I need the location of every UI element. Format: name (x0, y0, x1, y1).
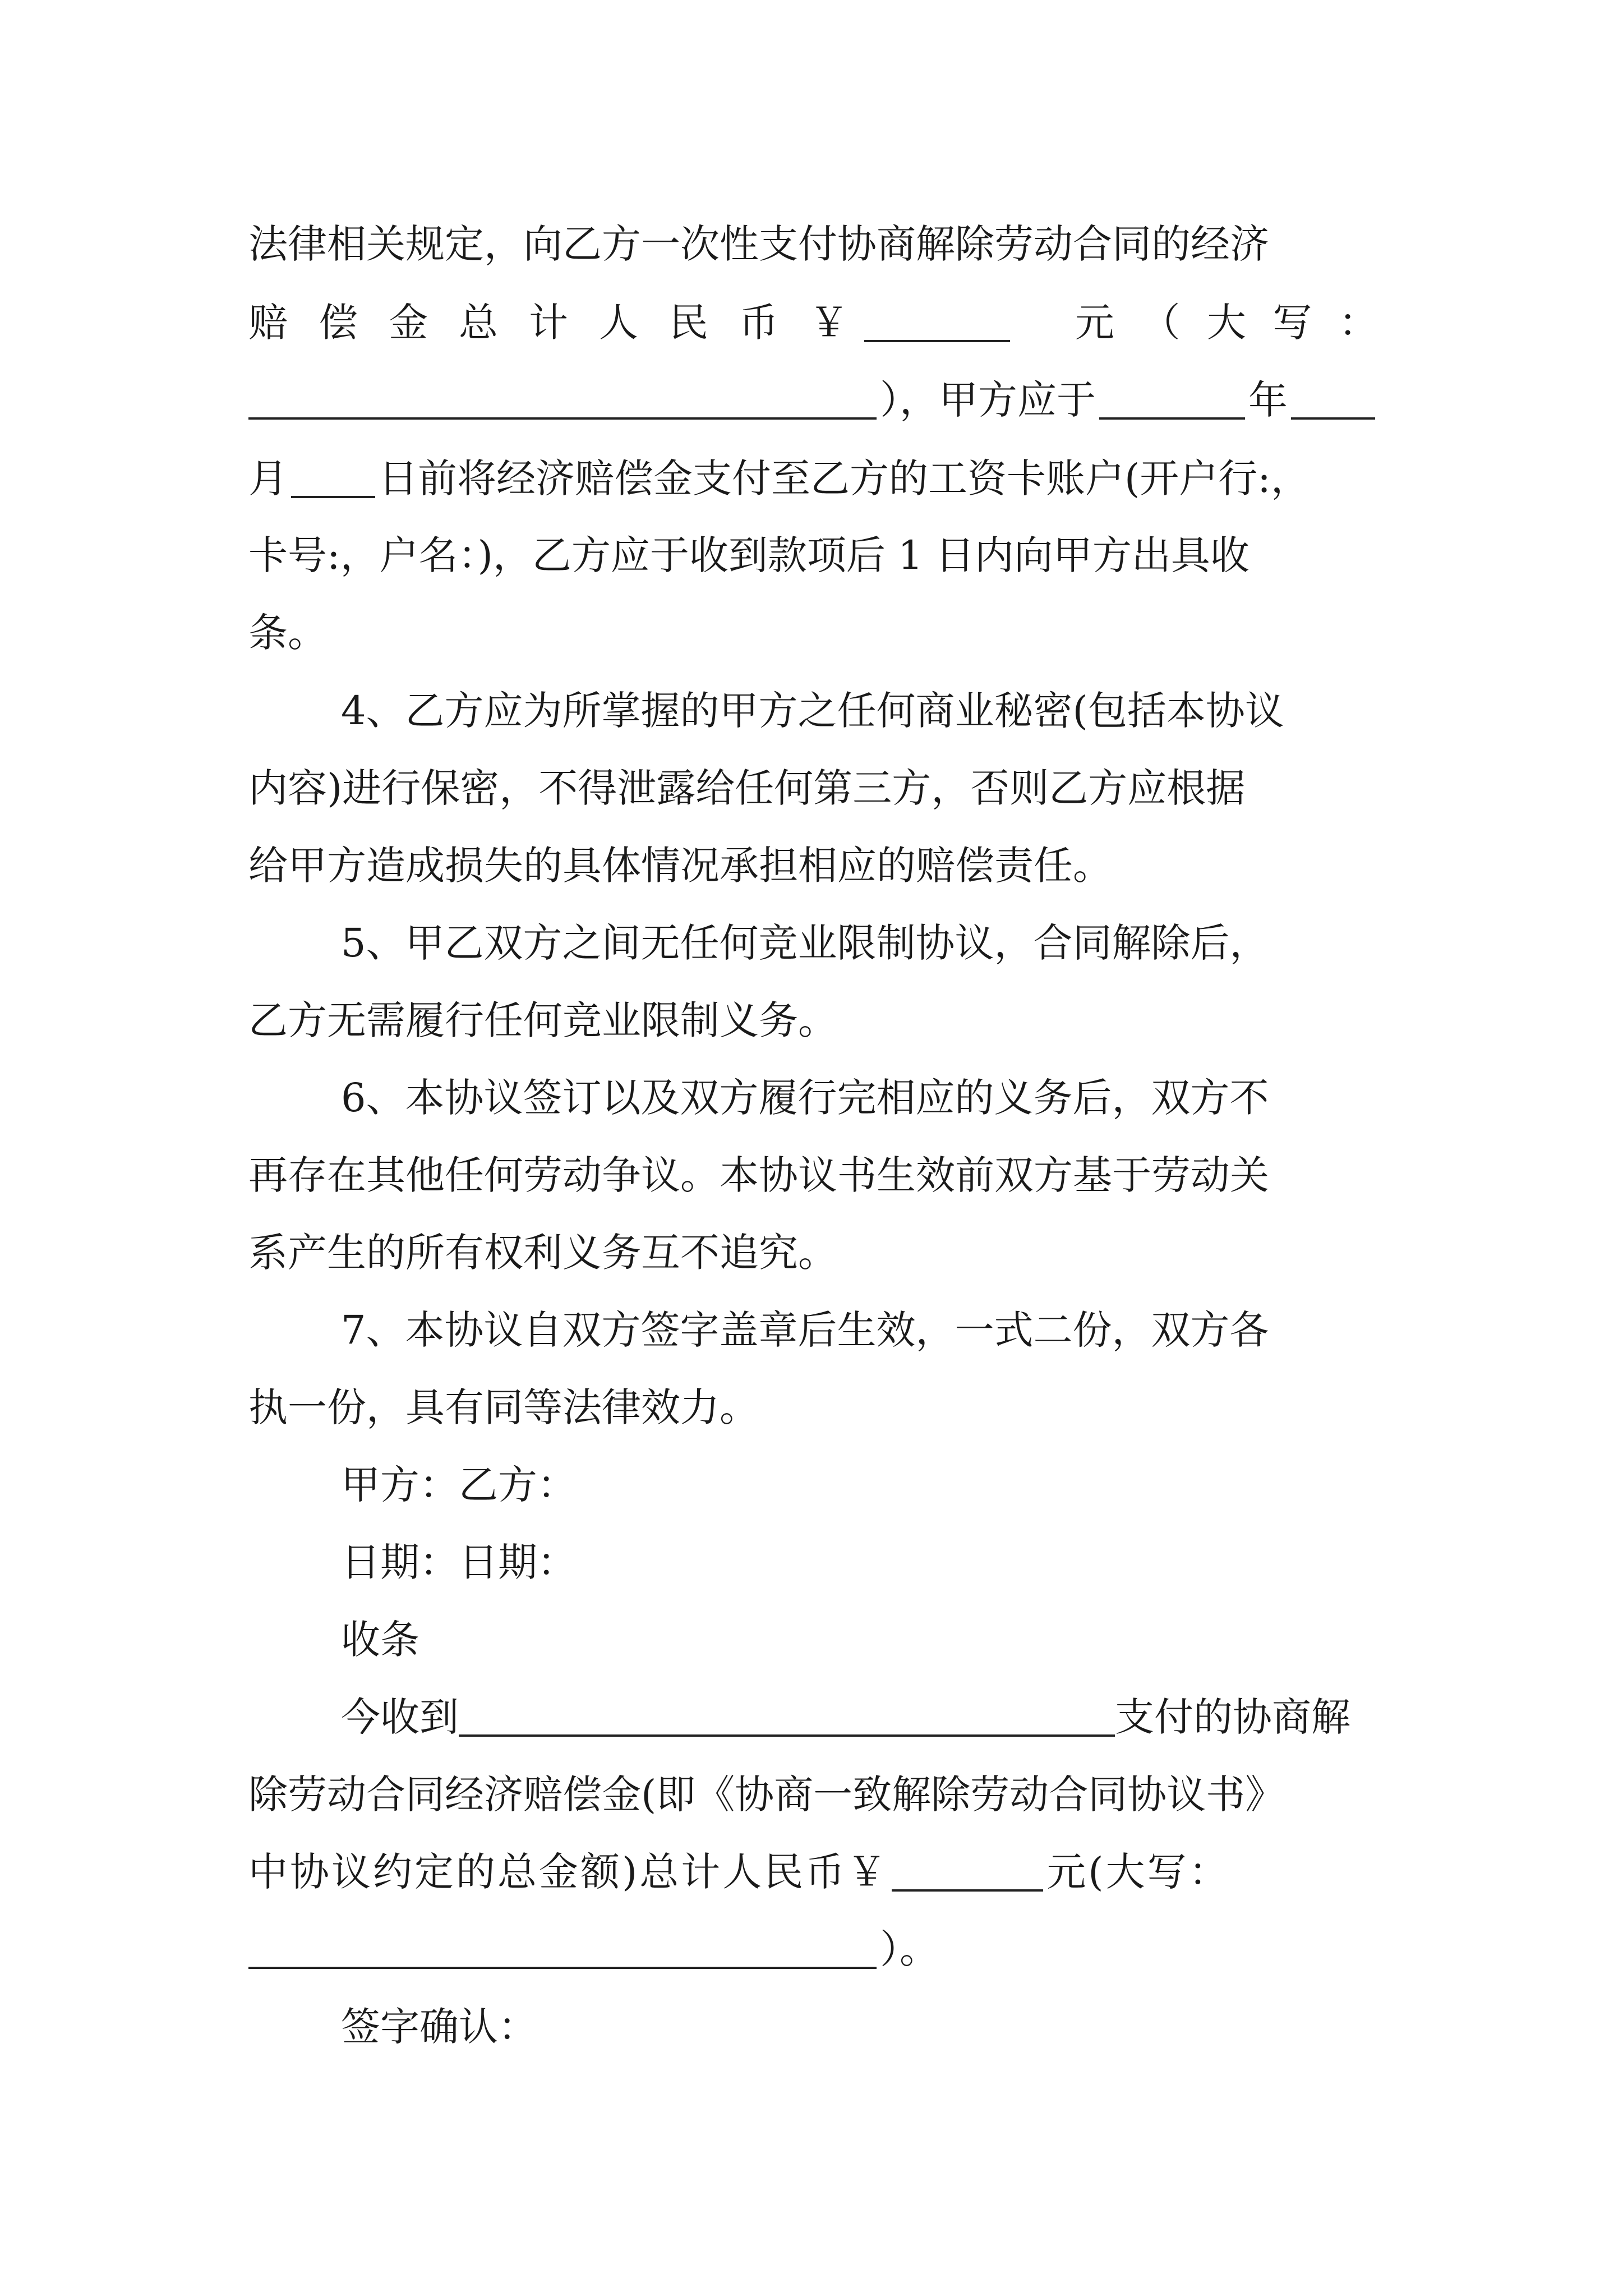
month-blank[interactable] (1291, 380, 1375, 420)
text-line: 法律相关规定，向乙方一次性支付协商解除劳动合同的经济 (248, 221, 1269, 267)
receipt-line: 中协议约定的总金额)总计人民币￥ 元(大写： (248, 1849, 1230, 1895)
clause-5-line: 5、甲乙双方之间无任何竞业限制协议，合同解除后， (341, 920, 1269, 966)
signature-confirm: 签字确认： (341, 2004, 537, 2050)
signature-dates: 日期：日期： (341, 1539, 577, 1585)
clause-6-line: 再存在其他任何劳动争议。本协议书生效前双方基于劳动关 (248, 1152, 1269, 1198)
clause-4-line: 4、乙方应为所掌握的甲方之任何商业秘密(包括本协议 (341, 688, 1284, 734)
amount-words-blank[interactable] (248, 380, 877, 420)
clause-7-line: 7、本协议自双方签字盖章后生效，一式二份，双方各 (341, 1307, 1269, 1353)
receipt-title: 收条 (341, 1617, 419, 1663)
payer-blank[interactable] (459, 1697, 1115, 1737)
clause-5-line: 乙方无需履行任何竞业限制义务。 (248, 997, 837, 1043)
text-line: 卡号:，户名：)，乙方应于收到款项后 1 日内向甲方出具收 (248, 532, 1249, 578)
date-line: ），甲方应于 年 (248, 380, 1378, 420)
receipt-line: 今收到 支付的协商解 (341, 1694, 1350, 1740)
receipt-line: ）。 (248, 1930, 939, 1969)
text-line: 月 日前将经济赔偿金支付至乙方的工资卡账户(开户行:， (248, 455, 1310, 501)
amount-words-label: 元 （ 大 写 ： (1075, 300, 1378, 346)
receipt-line: 除劳动合同经济赔偿金(即《协商一致解除劳动合同协议书》 (248, 1772, 1285, 1818)
clause-4-line: 给甲方造成损失的具体情况承担相应的赔偿责任。 (248, 843, 1112, 889)
signature-parties: 甲方：乙方： (341, 1462, 577, 1508)
receipt-amount-blank[interactable] (892, 1852, 1043, 1892)
clause-6-line: 系产生的所有权利义务互不追究。 (248, 1230, 837, 1276)
day-blank[interactable] (291, 459, 375, 498)
amount-blank[interactable] (864, 303, 1010, 342)
clause-6-line: 6、本协议签订以及双方履行完相应的义务后，双方不 (341, 1075, 1269, 1121)
amount-label: 赔 偿 金 总 计 人 民 币 ￥ (248, 300, 849, 346)
text-line: 条。 (248, 610, 327, 656)
year-blank[interactable] (1099, 380, 1245, 420)
amount-line (248, 300, 1378, 346)
clause-4-line: 内容)进行保密，不得泄露给任何第三方，否则乙方应根据 (248, 765, 1246, 811)
receipt-words-blank[interactable] (248, 1930, 877, 1969)
clause-7-line: 执一份，具有同等法律效力。 (248, 1384, 759, 1430)
